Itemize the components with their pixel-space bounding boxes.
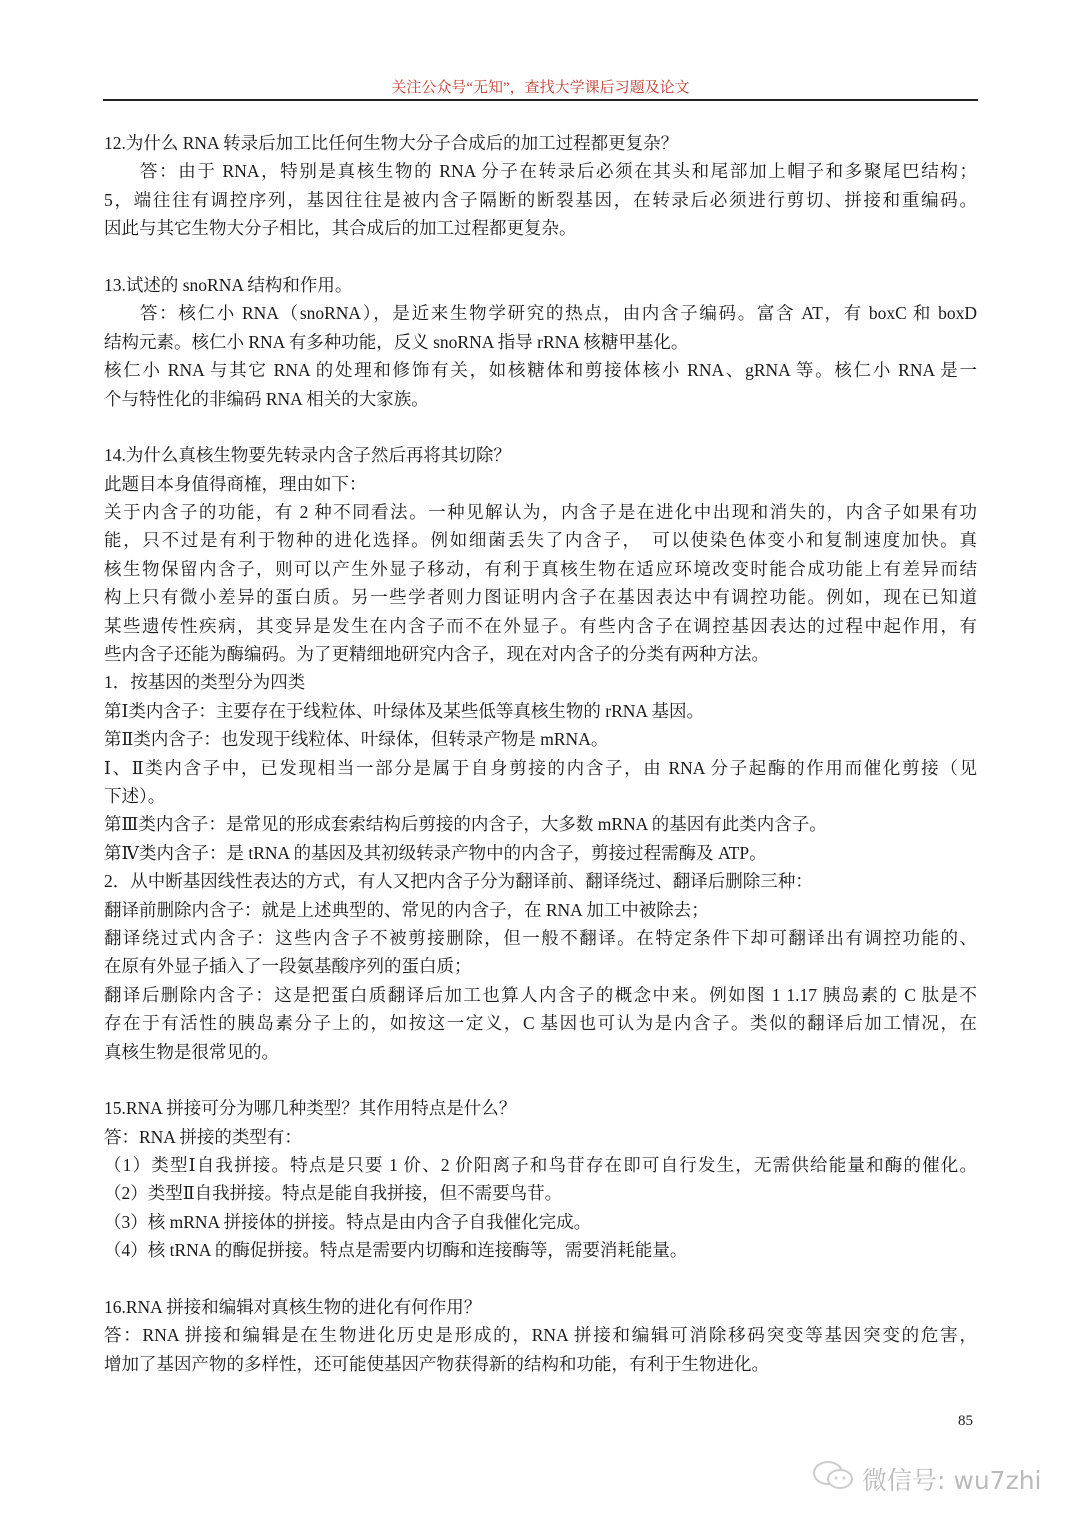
text-line: 14.为什么真核生物要先转录内含子然后再将其切除？ xyxy=(104,445,511,466)
blank-line xyxy=(104,1265,977,1293)
text-line: 些内含子还能为酶编码。为了更精细地研究内含子，现在对内含子的分类有两种方法。 xyxy=(104,644,769,665)
text-line: 此题目本身值得商榷，理由如下： xyxy=(104,473,367,494)
text-line: 1．按基因的类型分为四类 xyxy=(104,672,306,693)
text-line: 能，只不过是有利于物种的进化选择。例如细菌丢失了内含子， 可以使染色体变小和复制速度加快。真 xyxy=(104,530,977,551)
page-number: 85 xyxy=(958,1413,973,1429)
text-line: 因此与其它生物大分子相比，其合成后的加工过程都更复杂。 xyxy=(104,218,577,239)
text-line: 答：RNA 拼接的类型有： xyxy=(104,1126,302,1147)
blank-line xyxy=(104,1066,977,1094)
text-line: 12.为什么 RNA 转录后加工比任何生物大分子合成后的加工过程都更复杂？ xyxy=(104,133,679,153)
text-line: 核生物保留内含子，则可以产生外显子移动，有利于真核生物在适应环境改变时能合成功能上有差异而结 xyxy=(104,558,977,579)
text-line: 翻译前删除内含子：就是上述典型的、常见的内含子，在 RNA 加工中被除去； xyxy=(104,899,709,920)
text-line: 答：核仁小 RNA（snoRNA），是近来生物学研究的热点，由内含子编码。富含 AT，有 boxC 和 boxD xyxy=(140,303,977,324)
text-line: 2．从中断基因线性表达的方式，有人又把内含子分为翻译前、翻译绕过、翻译后删除三种： xyxy=(104,871,813,892)
text-line: 真核生物是很常见的。 xyxy=(104,1041,279,1062)
text-line: Ⅰ、Ⅱ类内含子中，已发现相当一部分是属于自身剪接的内含子，由 RNA 分子起酶的作用而催化剪接（见 xyxy=(104,757,977,778)
header-divider xyxy=(103,99,978,101)
text-line: 增加了基因产物的多样性，还可能使基因产物获得新的结构和功能，有利于生物进化。 xyxy=(104,1353,769,1374)
text-line: 翻译后删除内含子：这是把蛋白质翻译后加工也算人内含子的概念中来。例如图 1 1.17 胰岛素的 C 肽是不 xyxy=(104,984,977,1005)
text-line: （2）类型Ⅱ自我拼接。特点是能自我拼接，但不需要鸟苷。 xyxy=(104,1183,563,1204)
text-line: 某些遗传性疾病，其变异是发生在内含子而不在外显子。有些内含子在调控基因表达的过程中起作用，有 xyxy=(104,615,977,636)
text-line: 第Ⅳ类内含子：是 tRNA 的基因及其初级转录产物中的内含子，剪接过程需酶及 ATP。 xyxy=(104,842,767,863)
text-line: 在原有外显子插入了一段氨基酸序列的蛋白质； xyxy=(104,956,472,977)
text-line: （4）核 tRNA 的酶促拼接。特点是需要内切酶和连接酶等，需要消耗能量。 xyxy=(104,1240,688,1261)
blank-line xyxy=(104,243,977,271)
text-line: 答：由于 RNA，特别是真核生物的 RNA 分子在转录后必须在其头和尾部加上帽子和多聚尾巴结构； xyxy=(140,161,977,182)
text-line: 15.RNA 拼接可分为哪几种类型？其作用特点是什么？ xyxy=(104,1098,517,1119)
text-line: 答：RNA 拼接和编辑是在生物进化历史是形成的，RNA 拼接和编辑可消除移码突变等基因突变的危害， xyxy=(104,1325,977,1346)
watermark xyxy=(812,1459,1041,1499)
text-line: 关于内含子的功能，有 2 种不同看法。一种见解认为，内含子是在进化中出现和消失的，内含子如果有功 xyxy=(104,502,977,523)
text-line: 结构元素。核仁小 RNA 有多种功能，反义 snoRNA 指导 rRNA 核糖甲基化。 xyxy=(104,331,689,352)
text-line: 5，端往往有调控序列，基因往往是被内含子隔断的断裂基因，在转录后必须进行剪切、拼接和重编码。 xyxy=(104,189,977,210)
text-line: 13.试述的 snoRNA 结构和作用。 xyxy=(104,274,353,295)
text-line: 16.RNA 拼接和编辑对真核生物的进化有何作用？ xyxy=(104,1297,482,1318)
text-line: 存在于有活性的胰岛素分子上的，如按这一定义，C 基因也可认为是内含子。类似的翻译后加工情况，在 xyxy=(104,1013,977,1034)
text-line: 个与特性化的非编码 RNA 相关的大家族。 xyxy=(104,388,429,409)
text-line: 第Ⅲ类内含子：是常见的形成套索结构后剪接的内含子，大多数 mRNA 的基因有此类内含子。 xyxy=(104,814,827,835)
wechat-icon xyxy=(812,1459,856,1499)
text-line: （1）类型Ⅰ自我拼接。特点是只要 1 价、2 价阳离子和鸟苷存在即可自行发生，无需供给能量和酶的催化。 xyxy=(104,1155,977,1176)
text-line: 第Ⅱ类内含子：也发现于线粒体、叶绿体，但转录产物是 mRNA。 xyxy=(104,729,609,750)
text-line: 构上只有微小差异的蛋白质。另一些学者则力图证明内含子在基因表达中有调控功能。例如，现在已知道 xyxy=(104,587,977,608)
text-line: 翻译绕过式内含子：这些内含子不被剪接删除，但一般不翻译。在特定条件下却可翻译出有调控功能的、 xyxy=(104,927,977,948)
text-line: 下述）。 xyxy=(104,785,166,806)
text-line: （3）核 mRNA 拼接体的拼接。特点是由内含子自我催化完成。 xyxy=(104,1211,592,1232)
text-line: 核仁小 RNA 与其它 RNA 的处理和修饰有关，如核糖体和剪接体核小 RNA、gRNA 等。核仁小 RNA 是一 xyxy=(104,360,977,381)
page-header: 关注公众号“无知”，查找大学课后习题及论文 xyxy=(391,80,690,96)
watermark-text: 微信号: wu7zhi xyxy=(862,1466,1042,1495)
blank-line xyxy=(104,413,977,441)
document-body xyxy=(104,129,977,1378)
text-line: 第Ⅰ类内含子：主要存在于线粒体、叶绿体及某些低等真核生物的 rRNA 基因。 xyxy=(104,700,704,721)
